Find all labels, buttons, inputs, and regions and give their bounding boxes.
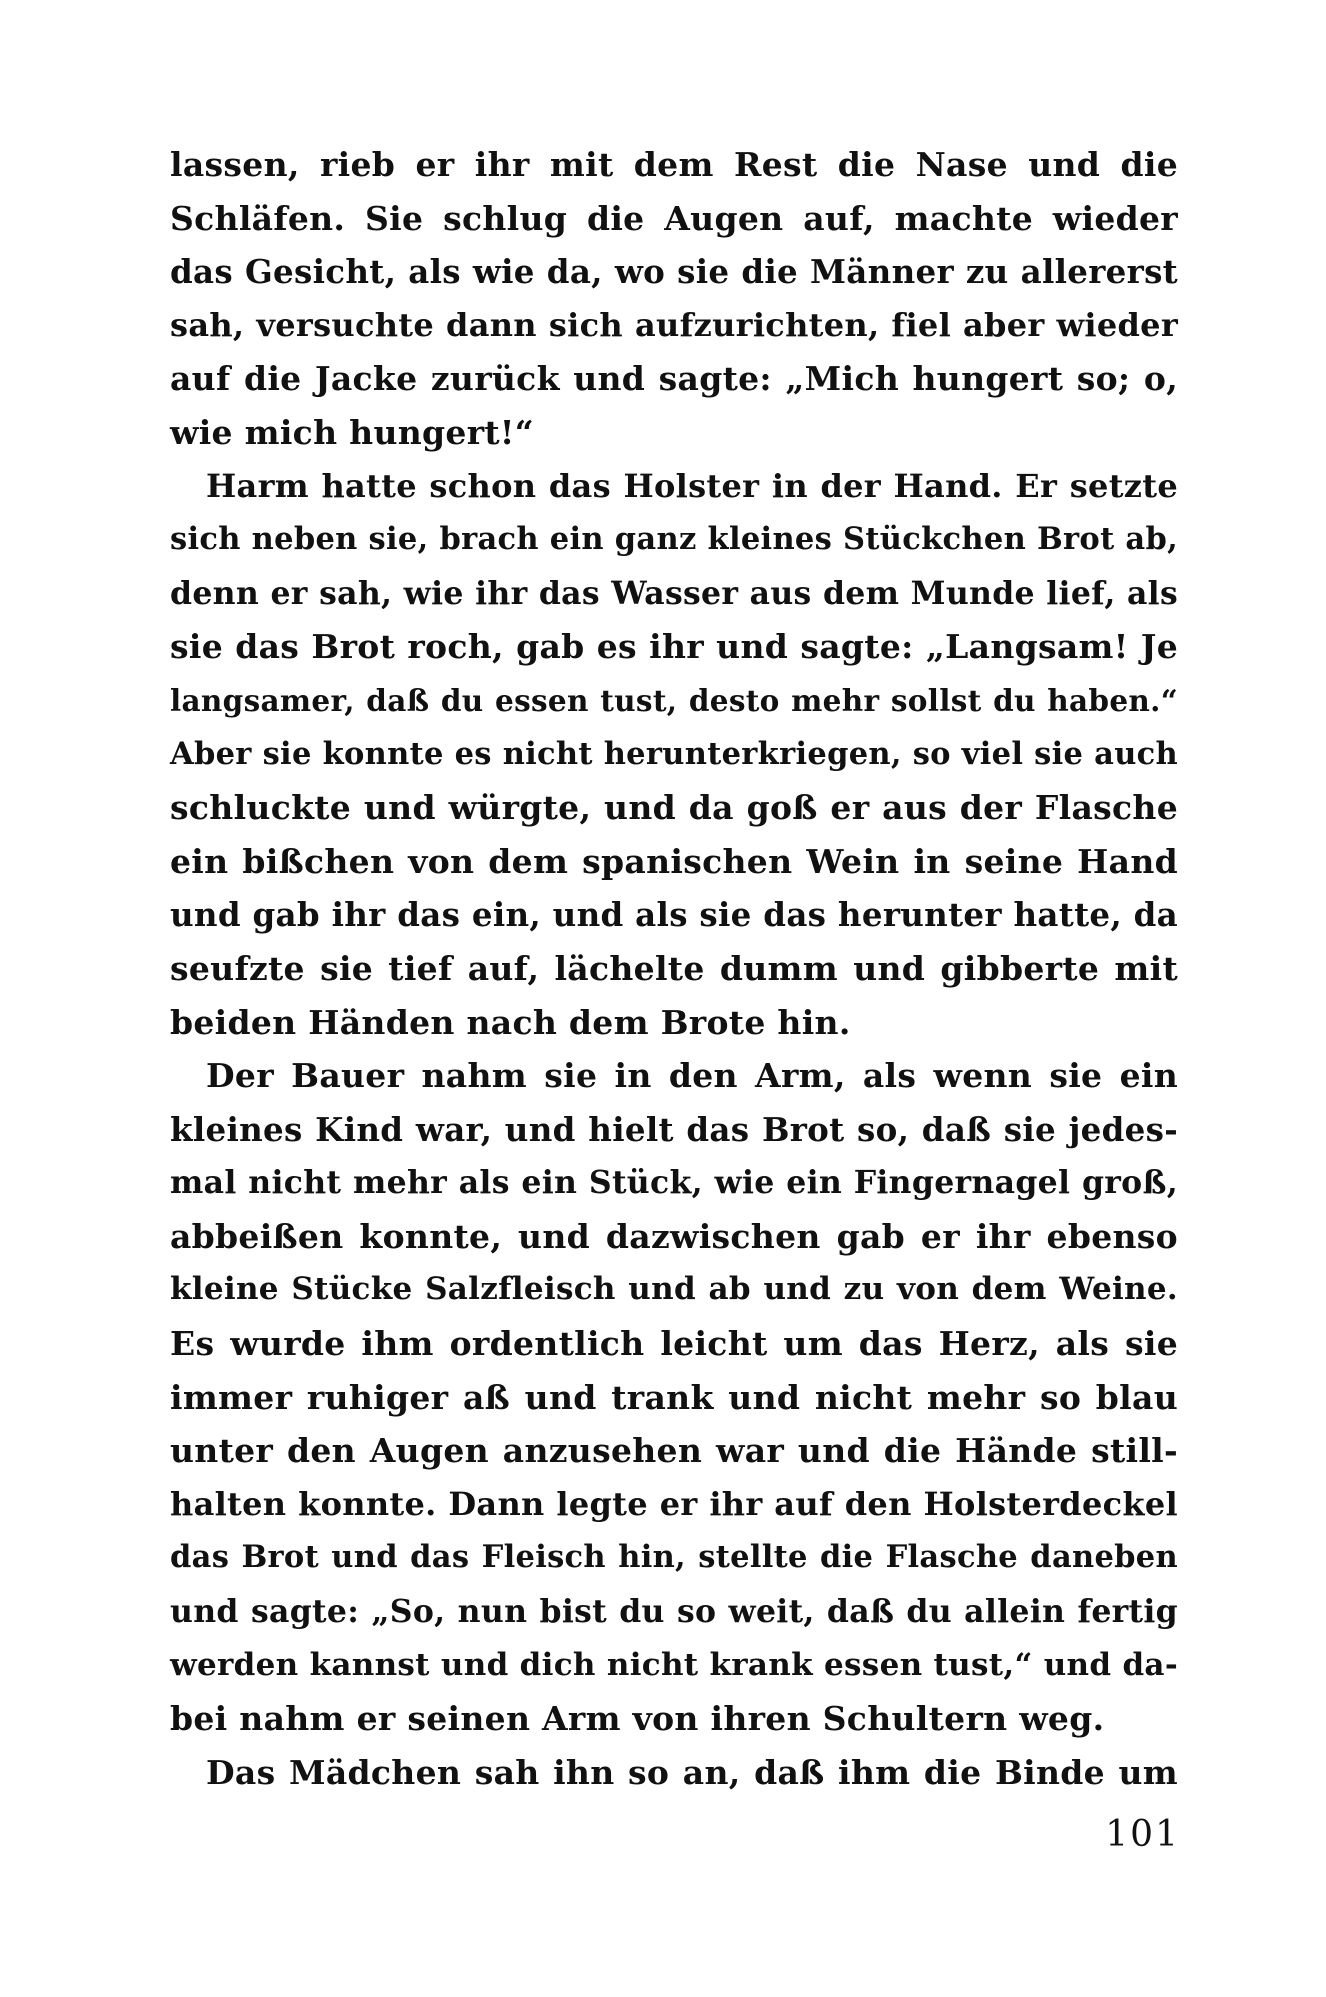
text-line: das Gesicht, als wie da, wo sie die Männer zu allererst: [170, 252, 1178, 292]
body-text: [170, 138, 1178, 1799]
text-line: Es wurde ihm ordentlich leicht um das Herz, als sie: [170, 1324, 1178, 1364]
text-line: sie das Brot roch, gab es ihr und sagte: „Langsam! Je: [170, 627, 1178, 667]
page-number: 101: [1105, 1814, 1180, 1855]
text-line: ein bißchen von dem spanischen Wein in seine Hand: [170, 841, 1178, 881]
text-line: wie mich hungert!“: [170, 412, 535, 452]
text-line: und sagte: „So, nun bist du so weit, daß du allein fertig: [170, 1593, 1178, 1631]
text-line: denn er sah, wie ihr das Wasser aus dem Munde lief, als: [170, 574, 1178, 612]
text-line: lassen, rieb er ihr mit dem Rest die Nase und die: [170, 145, 1178, 184]
text-line: seufzte sie tief auf, lächelte dumm und gibberte mit: [170, 948, 1178, 988]
text-line: kleine Stücke Salzfleisch und ab und zu von dem Weine.: [170, 1271, 1178, 1308]
text-line: und gab ihr das ein, und als sie das herunter hatte, da: [170, 895, 1178, 935]
text-line: beiden Händen nach dem Brote hin.: [170, 1002, 851, 1042]
text-line: auf die Jacke zurück und sagte: „Mich hungert so; o,: [170, 359, 1178, 399]
text-line: kleines Kind war, und hielt das Brot so, daß sie jedes-: [170, 1109, 1178, 1149]
text-line: schluckte und würgte, und da goß er aus der Flasche: [170, 788, 1178, 828]
text-line: langsamer, daß du essen tust, desto mehr sollst du haben.“: [170, 682, 1178, 718]
text-line: werden kannst und dich nicht krank essen tust,“ und da-: [170, 1646, 1178, 1683]
text-line: Aber sie konnte es nicht herunterkriegen, so viel sie auch: [170, 735, 1179, 772]
text-line: das Brot und das Fleisch hin, stellte die Flasche daneben: [170, 1539, 1178, 1576]
text-line: halten konnte. Dann legte er ihr auf den Holsterdeckel: [170, 1484, 1178, 1523]
text-line: bei nahm er seinen Arm von ihren Schultern weg.: [170, 1699, 1105, 1739]
text-line: Der Bauer nahm sie in den Arm, als wenn sie ein: [206, 1056, 1178, 1096]
text-line: sich neben sie, brach ein ganz kleines Stückchen Brot ab,: [170, 521, 1178, 558]
text-line: immer ruhiger aß und trank und nicht mehr so blau: [170, 1377, 1178, 1417]
text-line: Harm hatte schon das Holster in der Hand. Er setzte: [206, 466, 1178, 505]
text-line: Schläfen. Sie schlug die Augen auf, machte wieder: [170, 198, 1178, 238]
text-line: mal nicht mehr als ein Stück, wie ein Fingernagel groß,: [170, 1164, 1178, 1202]
text-line: Das Mädchen sah ihn so an, daß ihm die Binde um: [206, 1752, 1178, 1792]
text-line: abbeißen konnte, und dazwischen gab er ihr ebenso: [170, 1216, 1178, 1256]
text-line: sah, versuchte dann sich aufzurichten, fiel aber wieder: [170, 305, 1178, 344]
text-line: unter den Augen anzusehen war und die Hände still-: [170, 1431, 1178, 1471]
